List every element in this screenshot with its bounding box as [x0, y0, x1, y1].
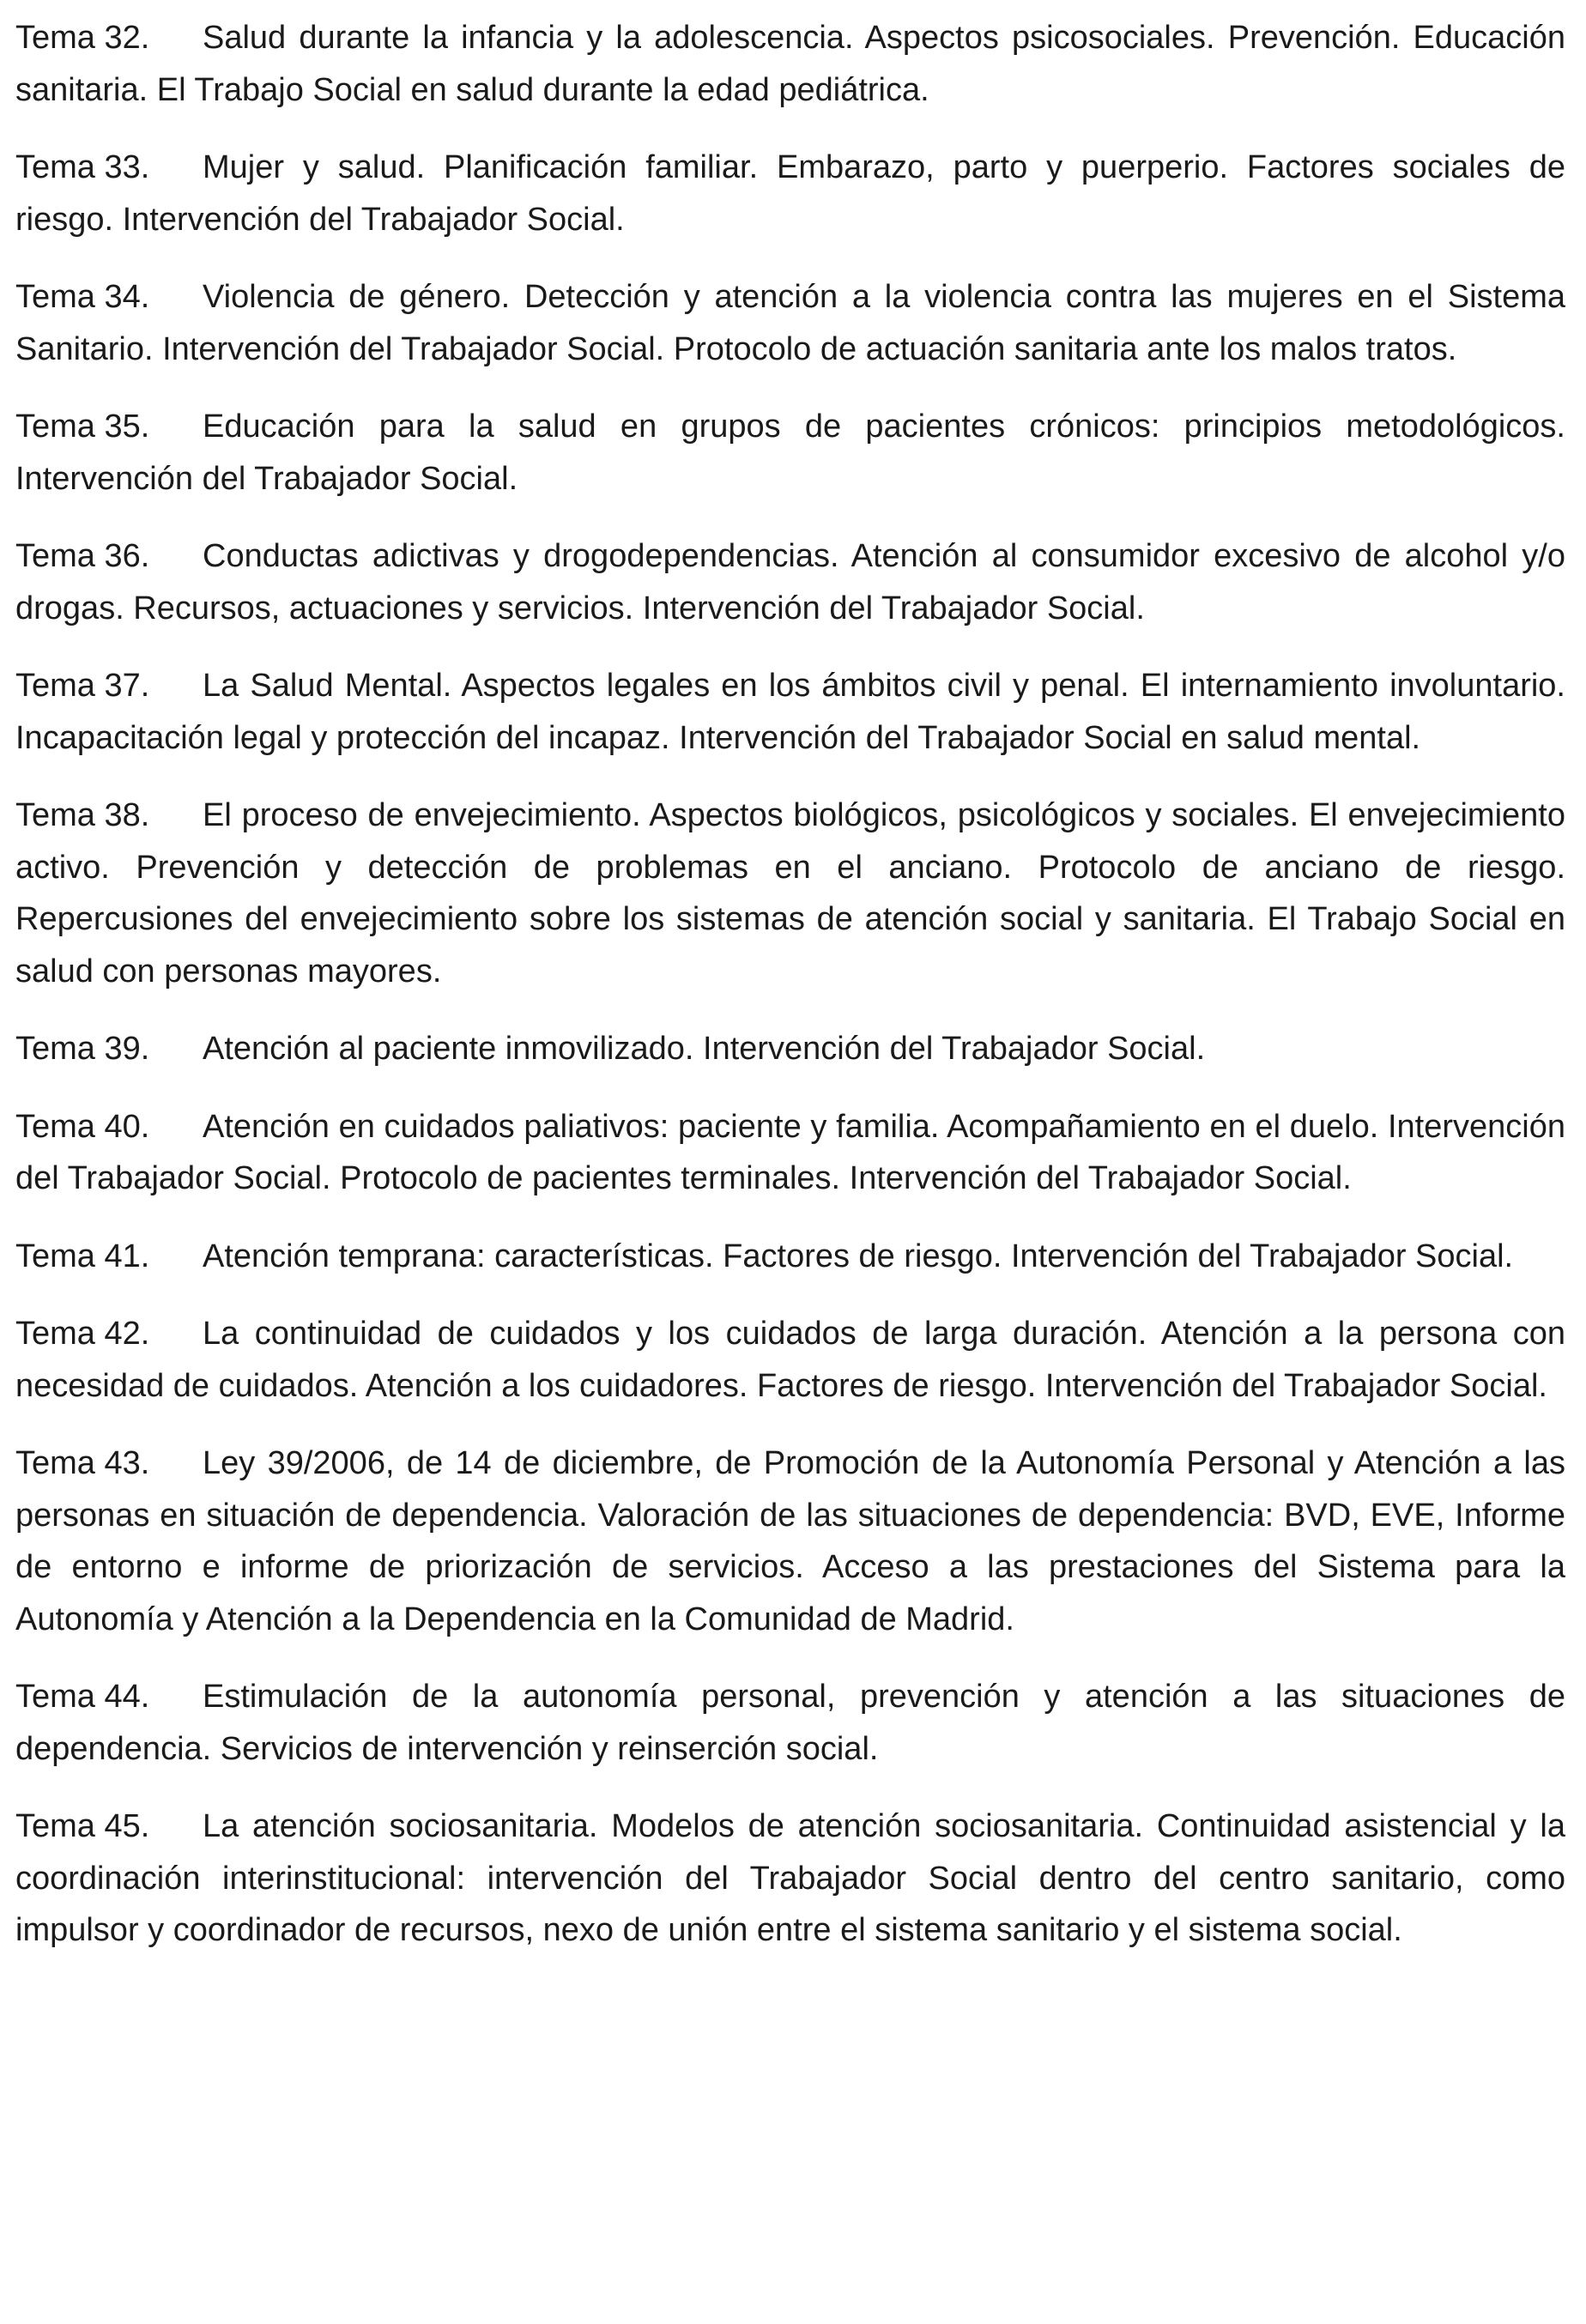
- tema-text: Atención temprana: características. Factores de riesgo. Intervención del Trabajador Social.: [203, 1238, 1514, 1274]
- tema-40: [15, 1101, 1565, 1205]
- tema-text: Estimulación de la autonomía personal, prevención y atención a las situaciones de dependencia. Servicios de intervención y reinserción social.: [15, 1679, 1565, 1767]
- tema-number: Tema 33.: [15, 149, 150, 185]
- tema-34: [15, 271, 1565, 375]
- tema-text: La Salud Mental. Aspectos legales en los ámbitos civil y penal. El internamiento involuntario. Incapacitación legal y protección del incapaz. Intervención del Trabajador Social en salud mental.: [15, 668, 1565, 756]
- tema-number: Tema 44.: [15, 1679, 150, 1715]
- tema-39: [15, 1023, 1565, 1075]
- tema-text: Atención en cuidados paliativos: paciente y familia. Acompañamiento en el duelo. Intervención del Trabajador Social. Protocolo de pacientes terminales. Intervención del Trabajador Social.: [15, 1108, 1565, 1196]
- tema-text: Conductas adictivas y drogodependencias. Atención al consumidor excesivo de alcohol y/o drogas. Recursos, actuaciones y servicios. Intervención del Trabajador Social.: [15, 538, 1565, 626]
- tema-text: Atención al paciente inmovilizado. Intervención del Trabajador Social.: [203, 1031, 1206, 1067]
- tema-text: Educación para la salud en grupos de pacientes crónicos: principios metodológicos. Intervención del Trabajador Social.: [15, 409, 1565, 497]
- tema-number: Tema 42.: [15, 1316, 150, 1352]
- tema-number: Tema 41.: [15, 1238, 150, 1274]
- tema-35: [15, 401, 1565, 505]
- tema-42: [15, 1308, 1565, 1412]
- tema-text: La continuidad de cuidados y los cuidados de larga duración. Atención a la persona con necesidad de cuidados. Atención a los cuidadores. Factores de riesgo. Intervención del Trabajador Social.: [15, 1316, 1565, 1404]
- tema-number: Tema 38.: [15, 797, 150, 833]
- tema-number: Tema 35.: [15, 409, 150, 445]
- tema-number: Tema 36.: [15, 538, 150, 574]
- tema-32: [15, 12, 1565, 116]
- tema-text: El proceso de envejecimiento. Aspectos biológicos, psicológicos y sociales. El envejecimiento activo. Prevención y detección de problemas en el anciano. Protocolo de anciano de riesgo. Repercusiones del envejecimiento sobre los sistemas de atención social y sanitaria. El Trabajo Social en salud con personas mayores.: [15, 797, 1565, 990]
- tema-number: Tema 37.: [15, 668, 150, 704]
- tema-number: Tema 34.: [15, 279, 150, 315]
- tema-number: Tema 45.: [15, 1808, 150, 1844]
- document-page: [15, 12, 1565, 1982]
- tema-37: [15, 660, 1565, 764]
- tema-44: [15, 1671, 1565, 1775]
- tema-33: [15, 142, 1565, 245]
- tema-38: [15, 790, 1565, 997]
- tema-36: [15, 530, 1565, 634]
- tema-45: [15, 1800, 1565, 1957]
- tema-number: Tema 43.: [15, 1445, 150, 1481]
- tema-43: [15, 1437, 1565, 1645]
- tema-text: Salud durante la infancia y la adolescencia. Aspectos psicosociales. Prevención. Educación sanitaria. El Trabajo Social en salud durante la edad pediátrica.: [15, 20, 1565, 108]
- tema-number: Tema 40.: [15, 1108, 150, 1145]
- tema-text: Violencia de género. Detección y atención a la violencia contra las mujeres en el Sistema Sanitario. Intervención del Trabajador Social. Protocolo de actuación sanitaria ante los malos tratos.: [15, 279, 1565, 367]
- tema-number: Tema 32.: [15, 20, 150, 56]
- tema-number: Tema 39.: [15, 1031, 150, 1067]
- tema-text: Ley 39/2006, de 14 de diciembre, de Promoción de la Autonomía Personal y Atención a las personas en situación de dependencia. Valoración de las situaciones de dependencia: BVD, EVE, Informe de entorno e informe de priorización de servicios. Acceso a las prestaciones del Sistema para la Autonomía y Atención a la Dependencia en la Comunidad de Madrid.: [15, 1445, 1565, 1637]
- tema-text: La atención sociosanitaria. Modelos de atención sociosanitaria. Continuidad asistencial y la coordinación interinstitucional: intervención del Trabajador Social dentro del centro sanitario, como impulsor y coordinador de recursos, nexo de unión entre el sistema sanitario y el sistema social.: [15, 1808, 1565, 1948]
- tema-41: [15, 1231, 1565, 1283]
- tema-text: Mujer y salud. Planificación familiar. Embarazo, parto y puerperio. Factores sociales de riesgo. Intervención del Trabajador Social.: [15, 149, 1565, 238]
